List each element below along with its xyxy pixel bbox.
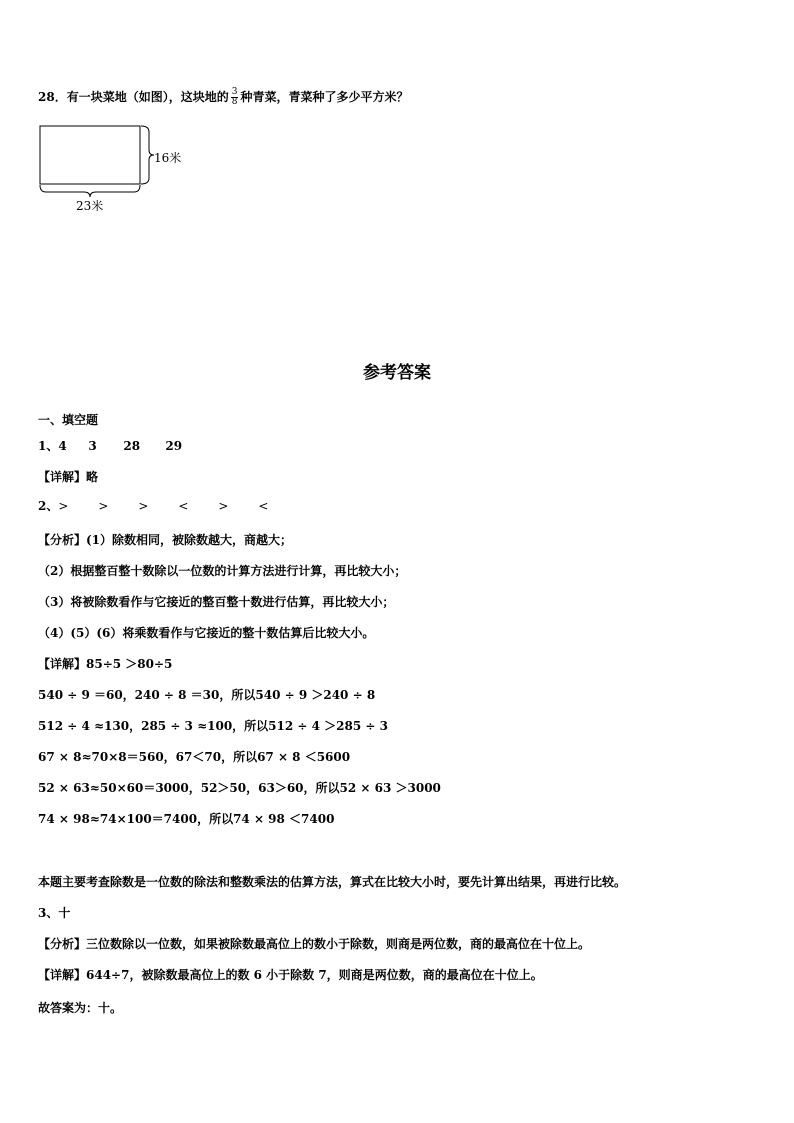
- summary-2: 本题主要考查除数是一位数的除法和整数乘法的估算方法，算式在比较大小时，要先计算出结果，再进行比较。: [38, 875, 627, 889]
- answer-2-symbol: <: [258, 499, 269, 513]
- analysis-3: 【分析】三位数除以一位数，如果被除数最高位上的数小于除数，则商是两位数，商的最高位在十位上。: [38, 937, 591, 951]
- answer-title: 参考答案: [363, 363, 431, 383]
- detail-2-line: 74 × 98≈74×100＝7400，所以74 × 98 ＜7400: [38, 812, 335, 826]
- height-label: 16米: [154, 151, 182, 165]
- answer-2: [38, 498, 298, 514]
- vegetable-plot-figure: [36, 122, 196, 214]
- width-label: 23米: [76, 199, 104, 213]
- plot-rectangle: [40, 126, 140, 184]
- answer-2-symbol: >: [58, 499, 69, 513]
- answer-2-number: 2、: [38, 499, 59, 513]
- question-28-suffix: 种青菜，青菜种了多少平方米？: [240, 90, 409, 104]
- detail-1: 【详解】略: [38, 470, 99, 484]
- height-brace: [141, 126, 154, 184]
- answer-3: 3、十: [38, 906, 71, 920]
- question-28-prefix: 28．有一块菜地（如图），这块地的: [38, 90, 229, 104]
- answer-2-symbol: >: [98, 499, 109, 513]
- detail-2-head: 【详解】85÷5 ＞80÷5: [38, 657, 173, 671]
- fraction-three-eighths: [231, 88, 239, 107]
- detail-3: 【详解】644÷7，被除数最高位上的数 6 小于除数 7，则商是两位数，商的最高位在十位上。: [38, 968, 543, 982]
- answer-1-value: 4: [58, 439, 67, 453]
- section-fill-blank: 一、填空题: [38, 413, 99, 427]
- answer-2-symbol: >: [218, 499, 229, 513]
- analysis-2-line: （3）将被除数看作与它接近的整百整十数进行估算，再比较大小；: [38, 595, 395, 609]
- answer-2-symbol: >: [138, 499, 149, 513]
- detail-2-line: 67 × 8≈70×8＝560，67＜70，所以67 × 8 ＜5600: [38, 750, 351, 764]
- fraction-denominator: 8: [231, 97, 238, 107]
- answer-1-value: 28: [123, 439, 141, 453]
- analysis-2-line: （4）(5）(6）将乘数看作与它接近的整十数估算后比较大小。: [38, 626, 375, 640]
- width-brace: [40, 185, 140, 197]
- answer-1-number: 1、: [38, 439, 59, 453]
- detail-2-line: 512 ÷ 4 ≈130，285 ÷ 3 ≈100，所以512 ÷ 4 ＞285 ÷ 3: [38, 719, 388, 733]
- detail-2-line: 52 × 63≈50×60＝3000，52＞50，63＞60，所以52 × 63 ＞3000: [38, 781, 441, 795]
- answer-1: [38, 438, 182, 454]
- detail-2-line: 540 ÷ 9 ＝60，240 ÷ 8 ＝30，所以540 ÷ 9 ＞240 ÷ 8: [38, 688, 376, 702]
- answer-1-value: 29: [165, 439, 183, 453]
- analysis-2-line: （2）根据整百整十数除以一位数的计算方法进行计算，再比较大小；: [38, 564, 407, 578]
- fraction-numerator: 3: [231, 87, 238, 97]
- analysis-2-line: 【分析】(1）除数相同，被除数越大，商越大；: [38, 533, 293, 547]
- answer-1-value: 3: [88, 439, 97, 453]
- final-answer-3: 故答案为：十。: [38, 1001, 123, 1015]
- question-28: [38, 88, 408, 107]
- answer-2-symbol: <: [178, 499, 189, 513]
